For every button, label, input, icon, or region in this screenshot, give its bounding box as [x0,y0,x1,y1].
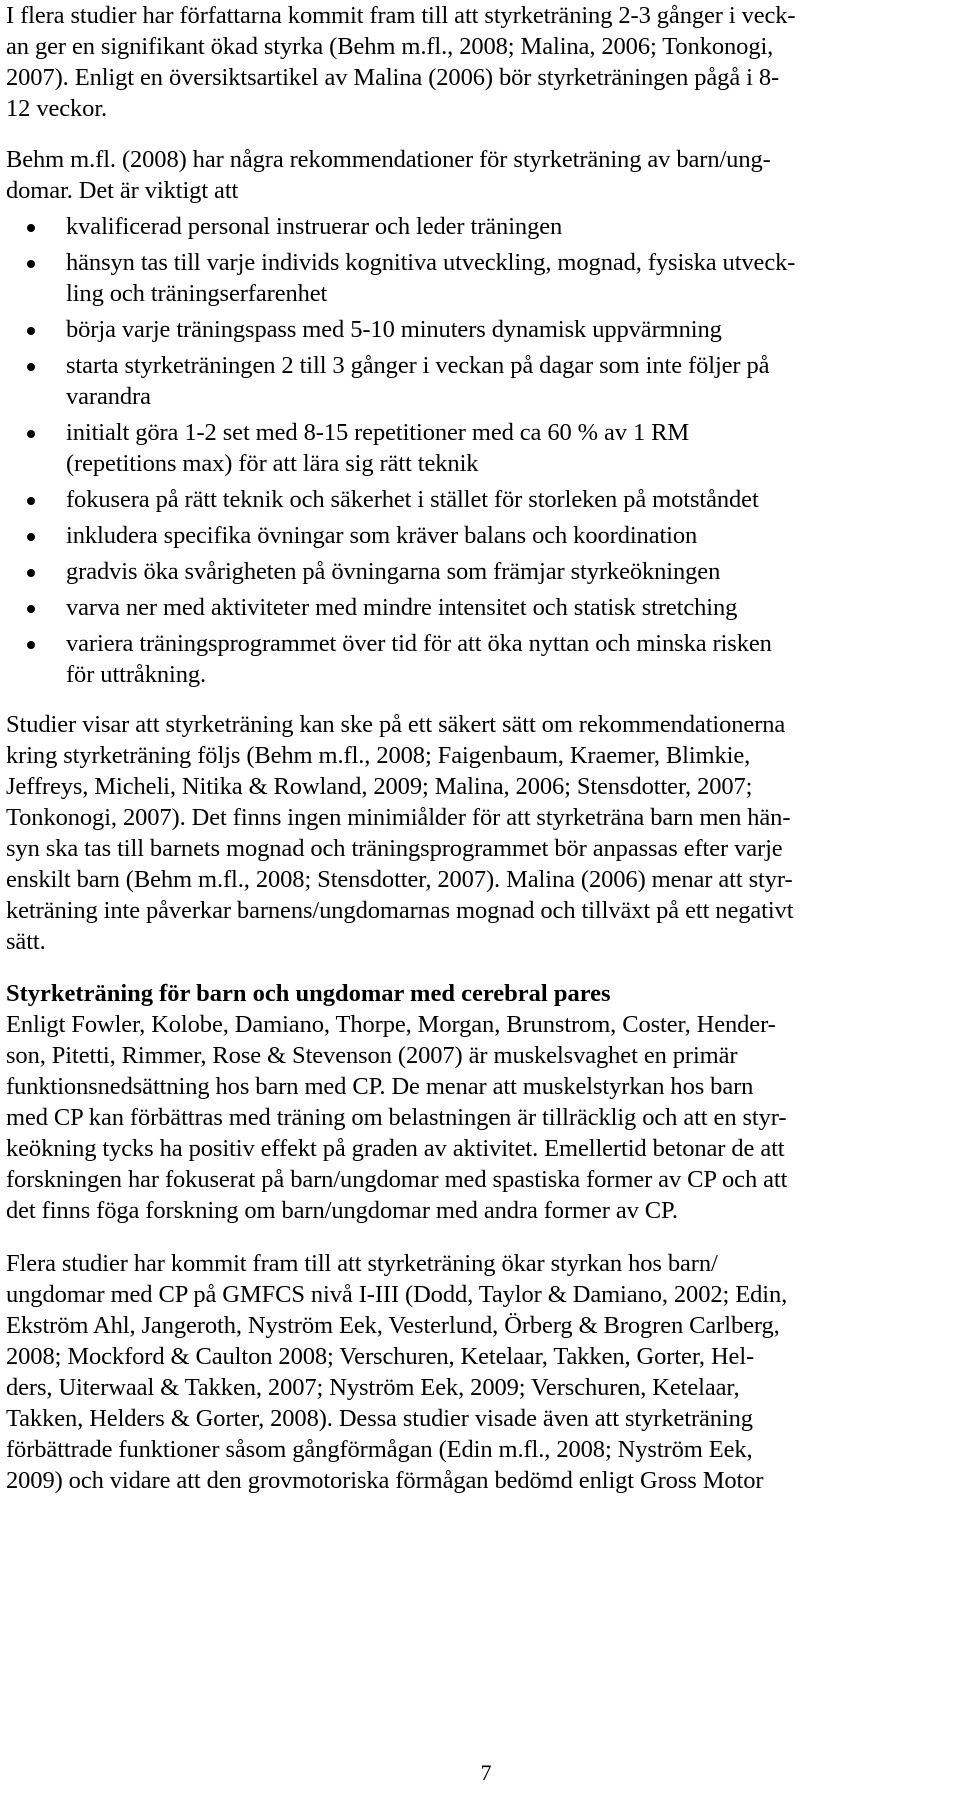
paragraph-cp-strength-studies [6,1248,952,1496]
bullet-icon [27,363,35,371]
paragraph-behm-recommendations-intro [6,144,952,206]
bullet-icon [27,327,35,335]
text-line: Tonkonogi, 2007). Det finns ingen minimiålder för att styrketräna barn men hän- [6,804,791,831]
text-line: ungdomar med CP på GMFCS nivå I-III (Dodd, Taylor & Damiano, 2002; Edin, [6,1281,788,1308]
list-item [6,247,952,309]
paragraph-safety-studies [6,709,952,957]
text-line: förbättrade funktioner såsom gångförmågan (Edin m.fl., 2008; Nyström Eek, [6,1436,753,1463]
page-body [6,0,952,1496]
recommendations-list [6,211,952,690]
text-line: ders, Uiterwaal & Takken, 2007; Nyström Eek, 2009; Verschuren, Ketelaar, [6,1374,740,1401]
text-line: varva ner med aktiviteter med mindre intensitet och statisk stretching [66,594,738,621]
text-line: Studier visar att styrketräning kan ske på ett säkert sätt om rekommendationerna [6,711,786,738]
section-heading: Styrketräning för barn och ungdomar med cerebral pares [6,980,611,1007]
bullet-icon [27,497,35,505]
text-line: inkludera specifika övningar som kräver balans och koordination [66,522,698,549]
list-item [6,417,952,479]
bullet-icon [27,430,35,438]
list-item [6,350,952,412]
list-item [6,556,952,587]
text-line: 2008; Mockford & Caulton 2008; Verschuren, Ketelaar, Takken, Gorter, Hel- [6,1343,755,1370]
text-line: son, Pitetti, Rimmer, Rose & Stevenson (2007) är muskelsvaghet en primär [6,1042,738,1069]
text-line: keträning inte påverkar barnens/ungdomarnas mognad och tillväxt på ett negativt [6,897,794,924]
text-line: starta styrketräningen 2 till 3 gånger i veckan på dagar som inte följer på [66,352,770,379]
bullet-icon [27,224,35,232]
text-line: 2007). Enligt en översiktsartikel av Malina (2006) bör styrketräningen pågå i 8- [6,64,780,91]
text-line: börja varje träningspass med 5-10 minuters dynamisk uppvärmning [66,316,722,343]
text-line: enskilt barn (Behm m.fl., 2008; Stensdotter, 2007). Malina (2006) menar att styr- [6,866,793,893]
text-line: initialt göra 1-2 set med 8-15 repetitioner med ca 60 % av 1 RM [66,419,690,446]
text-line: Behm m.fl. (2008) har några rekommendationer för styrketräning av barn/ung- [6,146,771,173]
text-line: med CP kan förbättras med träning om belastningen är tillräcklig och att en styr- [6,1104,787,1131]
list-item [6,628,952,690]
text-line: I flera studier har författarna kommit fram till att styrketräning 2-3 gånger i veck- [6,2,796,29]
text-line: 2009) och vidare att den grovmotoriska förmågan bedömd enligt Gross Motor [6,1467,764,1494]
bullet-icon [27,260,35,268]
text-line: ling och träningserfarenhet [66,280,328,307]
list-item [6,484,952,515]
list-item [6,520,952,551]
text-line: (repetitions max) för att lära sig rätt teknik [66,450,479,477]
list-item [6,592,952,623]
text-line: funktionsnedsättning hos barn med CP. De menar att muskelstyrkan hos barn [6,1073,754,1100]
section-cerebral-palsy [6,978,952,1226]
text-line: sätt. [6,928,46,955]
text-line: kring styrketräning följs (Behm m.fl., 2008; Faigenbaum, Kraemer, Blimkie, [6,742,751,769]
bullet-icon [27,605,35,613]
text-line: Enligt Fowler, Kolobe, Damiano, Thorpe, Morgan, Brunstrom, Coster, Hender- [6,1011,776,1038]
text-line: Takken, Helders & Gorter, 2008). Dessa studier visade även att styrketräning [6,1405,753,1432]
list-item [6,211,952,242]
text-line: Jeffreys, Micheli, Nitika & Rowland, 2009; Malina, 2006; Stensdotter, 2007; [6,773,753,800]
text-line: fokusera på rätt teknik och säkerhet i stället för storleken på motståndet [66,486,759,513]
text-line: an ger en signifikant ökad styrka (Behm m.fl., 2008; Malina, 2006; Tonkonogi, [6,33,774,60]
text-line: forskningen har fokuserat på barn/ungdomar med spastiska former av CP och att [6,1166,788,1193]
bullet-icon [27,569,35,577]
text-line: varandra [66,383,151,410]
text-line: Ekström Ahl, Jangeroth, Nyström Eek, Vesterlund, Örberg & Brogren Carlberg, [6,1312,780,1339]
text-line: Flera studier har kommit fram till att styrketräning ökar styrkan hos barn/ [6,1250,718,1277]
text-line: hänsyn tas till varje individs kognitiva utveckling, mognad, fysiska utveck- [66,249,796,276]
list-item [6,314,952,345]
bullet-icon [27,533,35,541]
bullet-icon [27,641,35,649]
page-number: 7 [480,1760,492,1785]
text-line: 12 veckor. [6,95,108,122]
paragraph-strength-training-frequency [6,0,952,124]
text-line: keökning tycks ha positiv effekt på graden av aktivitet. Emellertid betonar de att [6,1135,785,1162]
text-line: domar. Det är viktigt att [6,177,239,204]
text-line: variera träningsprogrammet över tid för att öka nyttan och minska risken [66,630,772,657]
text-line: det finns föga forskning om barn/ungdomar med andra former av CP. [6,1197,678,1224]
text-line: syn ska tas till barnets mognad och träningsprogrammet bör anpassas efter varje [6,835,783,862]
text-line: kvalificerad personal instruerar och leder träningen [66,213,563,240]
text-line: för uttråkning. [66,661,207,688]
text-line: gradvis öka svårigheten på övningarna som främjar styrkeökningen [66,558,721,585]
